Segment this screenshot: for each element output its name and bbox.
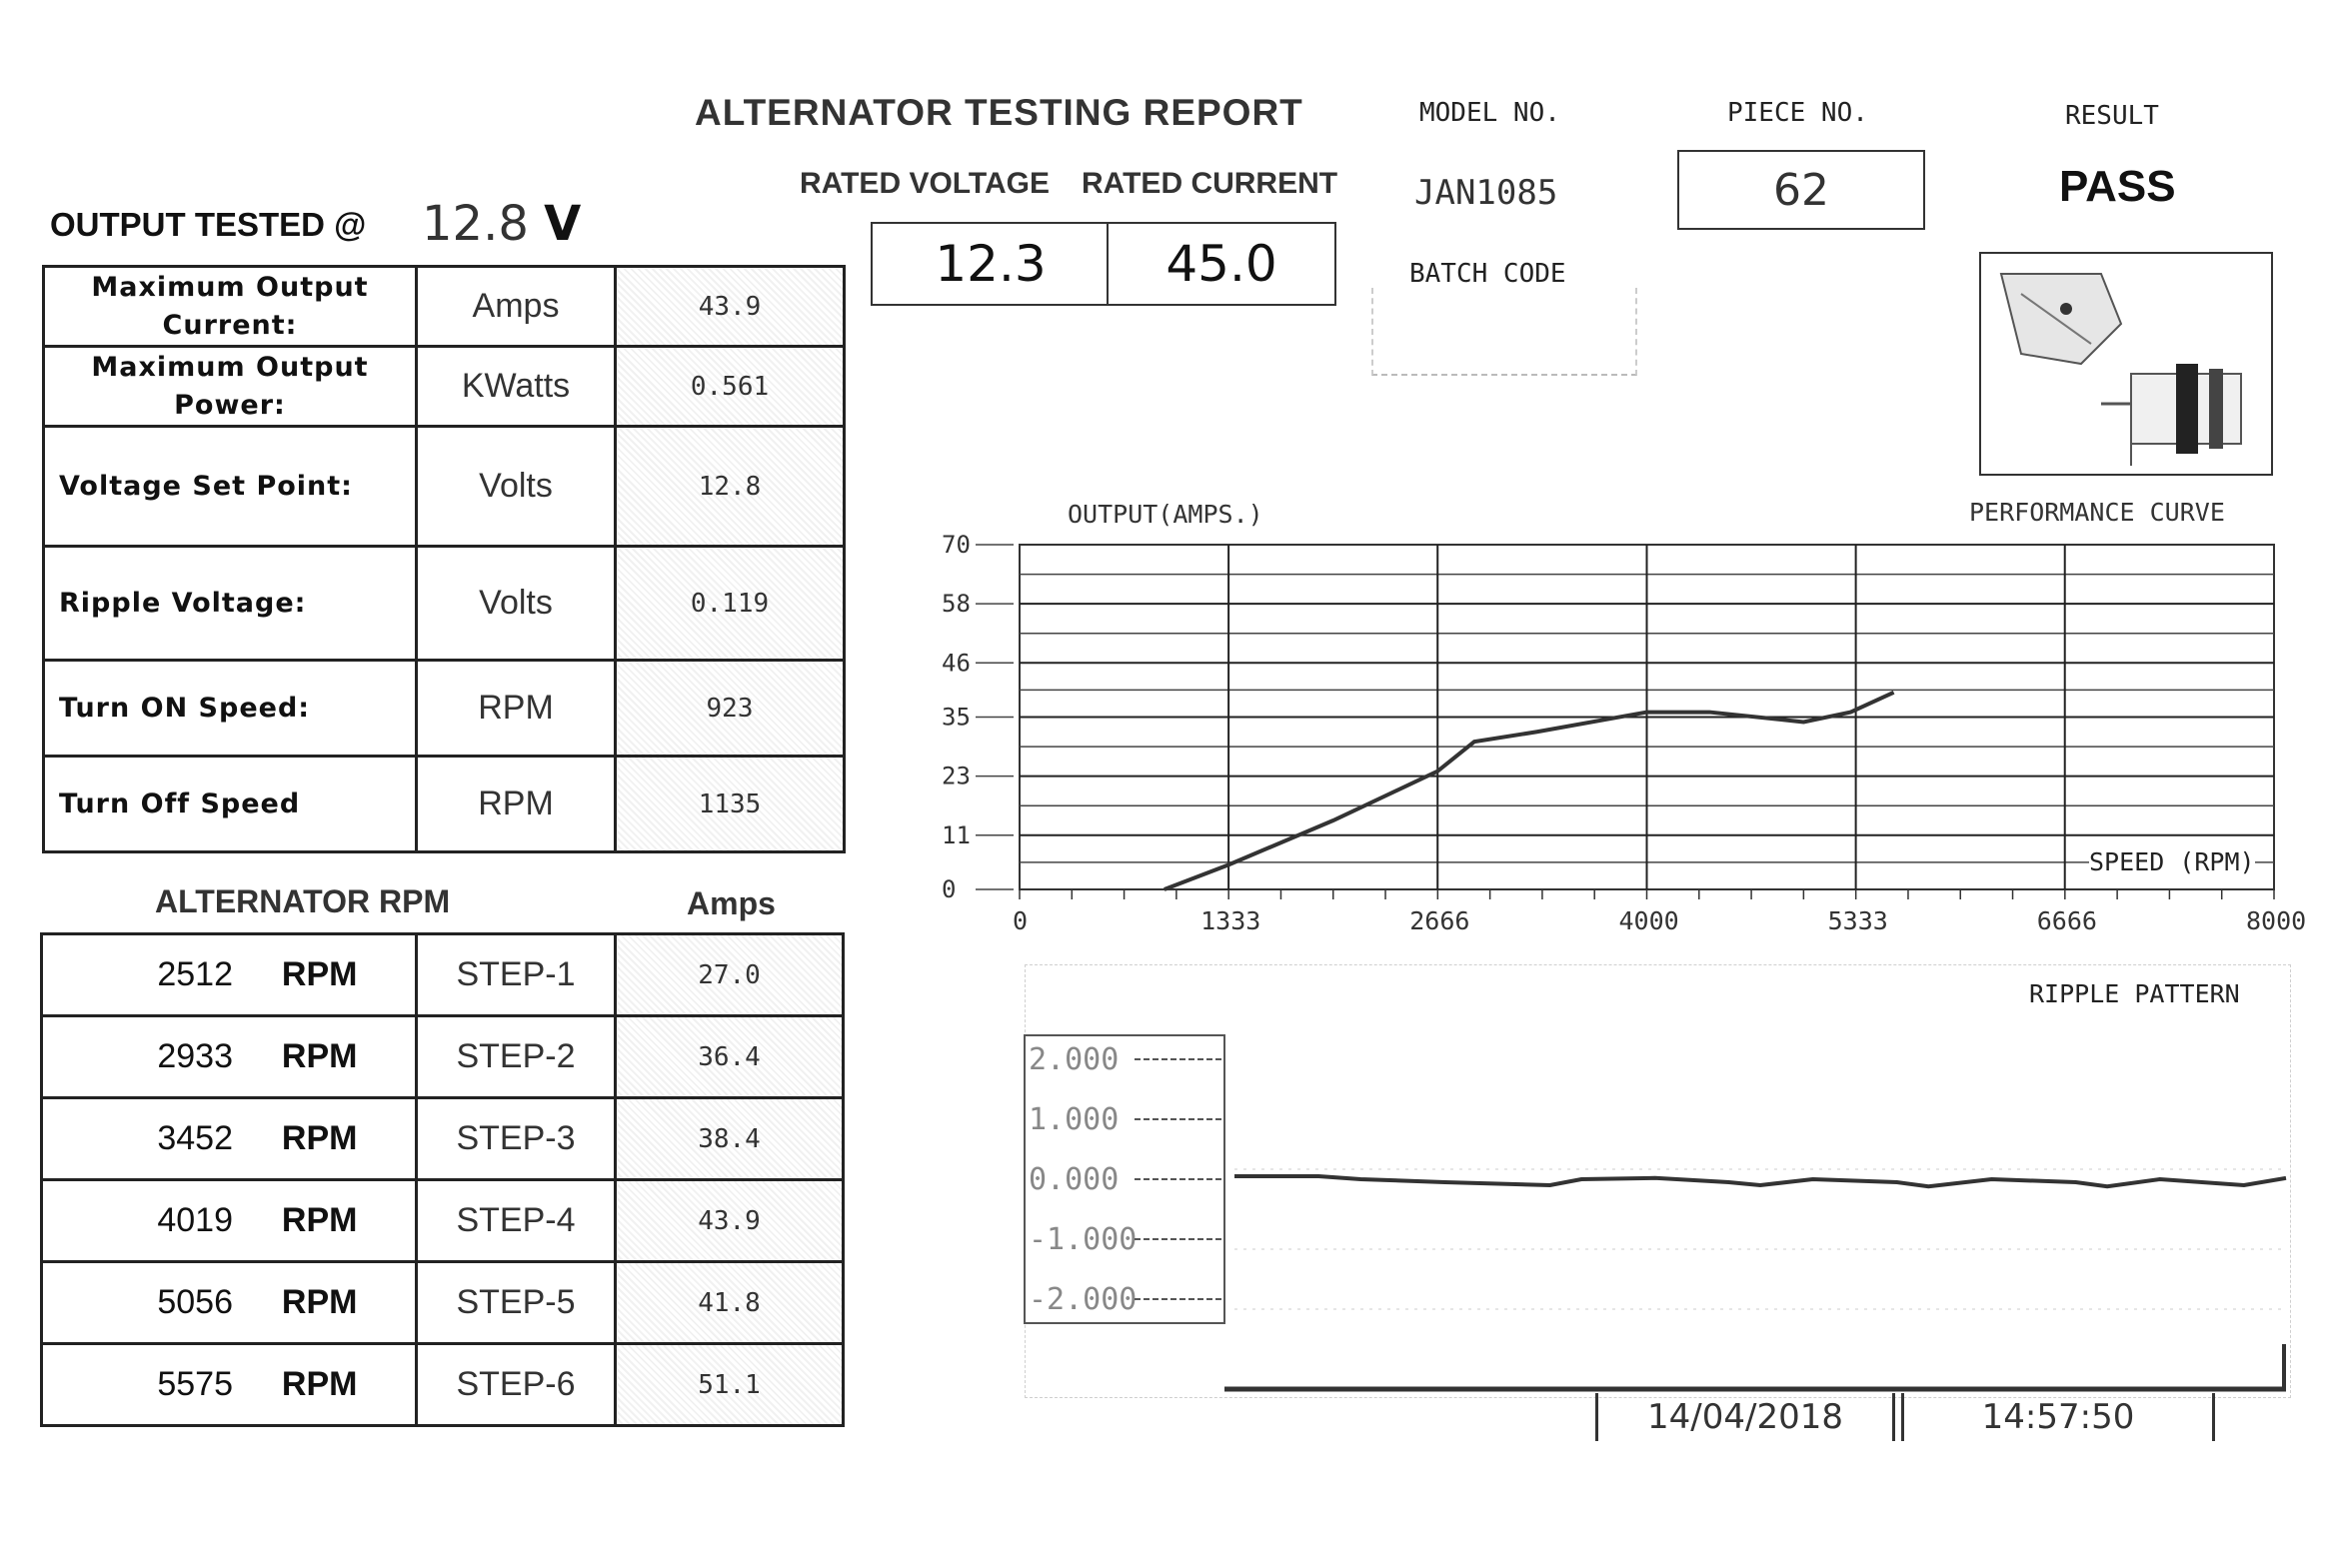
batch-code-label: BATCH CODE — [1409, 259, 1566, 289]
step-rpm-unit: RPM — [281, 1283, 358, 1321]
spec-value: 923 — [616, 661, 845, 757]
step-label: STEP-1 — [417, 934, 616, 1016]
step-rpm: 2512 — [157, 955, 233, 993]
y-tick-label: 58 — [942, 590, 971, 619]
spec-row — [44, 757, 845, 852]
rated-current-value: 45.0 — [1165, 235, 1277, 293]
result-value: PASS — [2059, 162, 2176, 211]
spec-unit: RPM — [417, 661, 616, 757]
ripple-y-label: -1.000 — [1029, 1222, 1138, 1257]
ripple-chart — [1025, 1009, 2289, 1409]
spec-table — [42, 265, 846, 853]
alternator-rpm-label: ALTERNATOR RPM — [155, 883, 451, 919]
step-rpm-unit: RPM — [281, 1201, 358, 1239]
x-tick-label: 1333 — [1200, 906, 1261, 935]
step-row — [42, 934, 844, 1016]
step-rpm-cell — [42, 1180, 417, 1262]
x-tick-label: 6666 — [2036, 906, 2097, 935]
amps-label: Amps — [687, 885, 776, 921]
step-amps: 43.9 — [616, 1180, 844, 1262]
step-rpm-unit: RPM — [281, 1037, 358, 1075]
step-label: STEP-4 — [417, 1180, 616, 1262]
x-tick-label: 4000 — [1618, 906, 1679, 935]
step-label: STEP-6 — [417, 1344, 616, 1426]
spec-unit: Volts — [417, 547, 616, 661]
spec-value: 43.9 — [616, 267, 845, 347]
step-rpm-unit: RPM — [281, 1119, 358, 1157]
step-rpm: 2933 — [157, 1037, 233, 1075]
step-label: STEP-5 — [417, 1262, 616, 1344]
model-no-label: MODEL NO. — [1419, 98, 1560, 128]
perf-ylabel: OUTPUT(AMPS.) — [1068, 500, 1263, 529]
alternator-image — [1979, 252, 2273, 476]
report-title: ALTERNATOR TESTING REPORT — [695, 92, 1303, 133]
y-tick-label: 70 — [942, 531, 971, 559]
step-rpm: 5575 — [157, 1365, 233, 1403]
rated-voltage-box — [871, 222, 1109, 306]
piece-no-label: PIECE NO. — [1727, 98, 1868, 128]
piece-no-value: 62 — [1773, 164, 1829, 216]
output-tested-label: OUTPUT TESTED @ — [50, 206, 367, 243]
piece-no-box — [1677, 150, 1925, 230]
spec-row — [44, 427, 845, 547]
step-rpm: 3452 — [157, 1119, 233, 1157]
step-amps: 41.8 — [616, 1262, 844, 1344]
step-rpm-cell — [42, 1344, 417, 1426]
y-tick-label: 46 — [942, 649, 971, 678]
report-time: 14:57:50 — [1901, 1393, 2215, 1441]
step-rpm-cell — [42, 1098, 417, 1180]
output-tested-value: 12.8 V — [422, 196, 582, 252]
step-amps: 51.1 — [616, 1344, 844, 1426]
step-amps: 38.4 — [616, 1098, 844, 1180]
ripple-y-label: 1.000 — [1029, 1102, 1120, 1137]
spec-name: Ripple Voltage: — [44, 547, 417, 661]
spec-row — [44, 267, 845, 347]
step-amps: 36.4 — [616, 1016, 844, 1098]
x-tick-label: 8000 — [2246, 906, 2307, 935]
spec-name: Maximum Output Power: — [44, 347, 417, 427]
spec-name: Maximum Output Current: — [44, 267, 417, 347]
step-rpm: 5056 — [157, 1283, 233, 1321]
step-rpm-unit: RPM — [281, 1365, 358, 1403]
result-label: RESULT — [2065, 101, 2159, 131]
ripple-y-label: 0.000 — [1029, 1162, 1120, 1197]
spec-value: 1135 — [616, 757, 845, 852]
x-tick-label: 2666 — [1409, 906, 1470, 935]
spec-row — [44, 547, 845, 661]
step-rpm-cell — [42, 934, 417, 1016]
spec-value: 0.561 — [616, 347, 845, 427]
step-rpm-unit: RPM — [281, 955, 358, 993]
ripple-y-label: -2.000 — [1029, 1282, 1138, 1317]
spec-unit: RPM — [417, 757, 616, 852]
model-no-value: JAN1085 — [1414, 173, 1558, 213]
perf-title: PERFORMANCE CURVE — [1969, 498, 2225, 527]
ripple-y-label: 2.000 — [1029, 1042, 1120, 1077]
step-row — [42, 1098, 844, 1180]
spec-name: Turn ON Speed: — [44, 661, 417, 757]
step-row — [42, 1344, 844, 1426]
spec-row — [44, 661, 845, 757]
spec-value: 12.8 — [616, 427, 845, 547]
step-amps: 27.0 — [616, 934, 844, 1016]
y-tick-label: 0 — [942, 875, 957, 903]
step-rpm-cell — [42, 1016, 417, 1098]
spec-unit: Volts — [417, 427, 616, 547]
performance-chart — [920, 520, 2307, 939]
ripple-trace — [1234, 1176, 2286, 1186]
batch-code-box — [1371, 288, 1637, 376]
step-label: STEP-2 — [417, 1016, 616, 1098]
spec-name: Turn Off Speed — [44, 757, 417, 852]
report-date: 14/04/2018 — [1595, 1393, 1895, 1441]
rated-current-box — [1107, 222, 1336, 306]
rated-current-label: RATED CURRENT — [1082, 167, 1338, 200]
step-rpm: 4019 — [157, 1201, 233, 1239]
spec-unit: Amps — [417, 267, 616, 347]
step-row — [42, 1262, 844, 1344]
x-tick-label: 5333 — [1827, 906, 1888, 935]
ripple-title: RIPPLE PATTERN — [2029, 979, 2240, 1008]
rated-voltage-label: RATED VOLTAGE — [800, 167, 1050, 200]
y-tick-label: 11 — [942, 820, 971, 849]
steps-table — [40, 932, 845, 1427]
spec-name: Voltage Set Point: — [44, 427, 417, 547]
x-tick-label: 0 — [1013, 906, 1029, 935]
spec-row — [44, 347, 845, 427]
spec-unit: KWatts — [417, 347, 616, 427]
step-label: STEP-3 — [417, 1098, 616, 1180]
y-tick-label: 23 — [942, 762, 971, 790]
step-row — [42, 1180, 844, 1262]
output-curve — [1164, 693, 1894, 889]
step-rpm-cell — [42, 1262, 417, 1344]
y-tick-label: 35 — [942, 703, 971, 732]
rated-voltage-value: 12.3 — [935, 235, 1047, 293]
step-row — [42, 1016, 844, 1098]
spec-value: 0.119 — [616, 547, 845, 661]
perf-xlabel: SPEED (RPM) — [2089, 847, 2255, 876]
